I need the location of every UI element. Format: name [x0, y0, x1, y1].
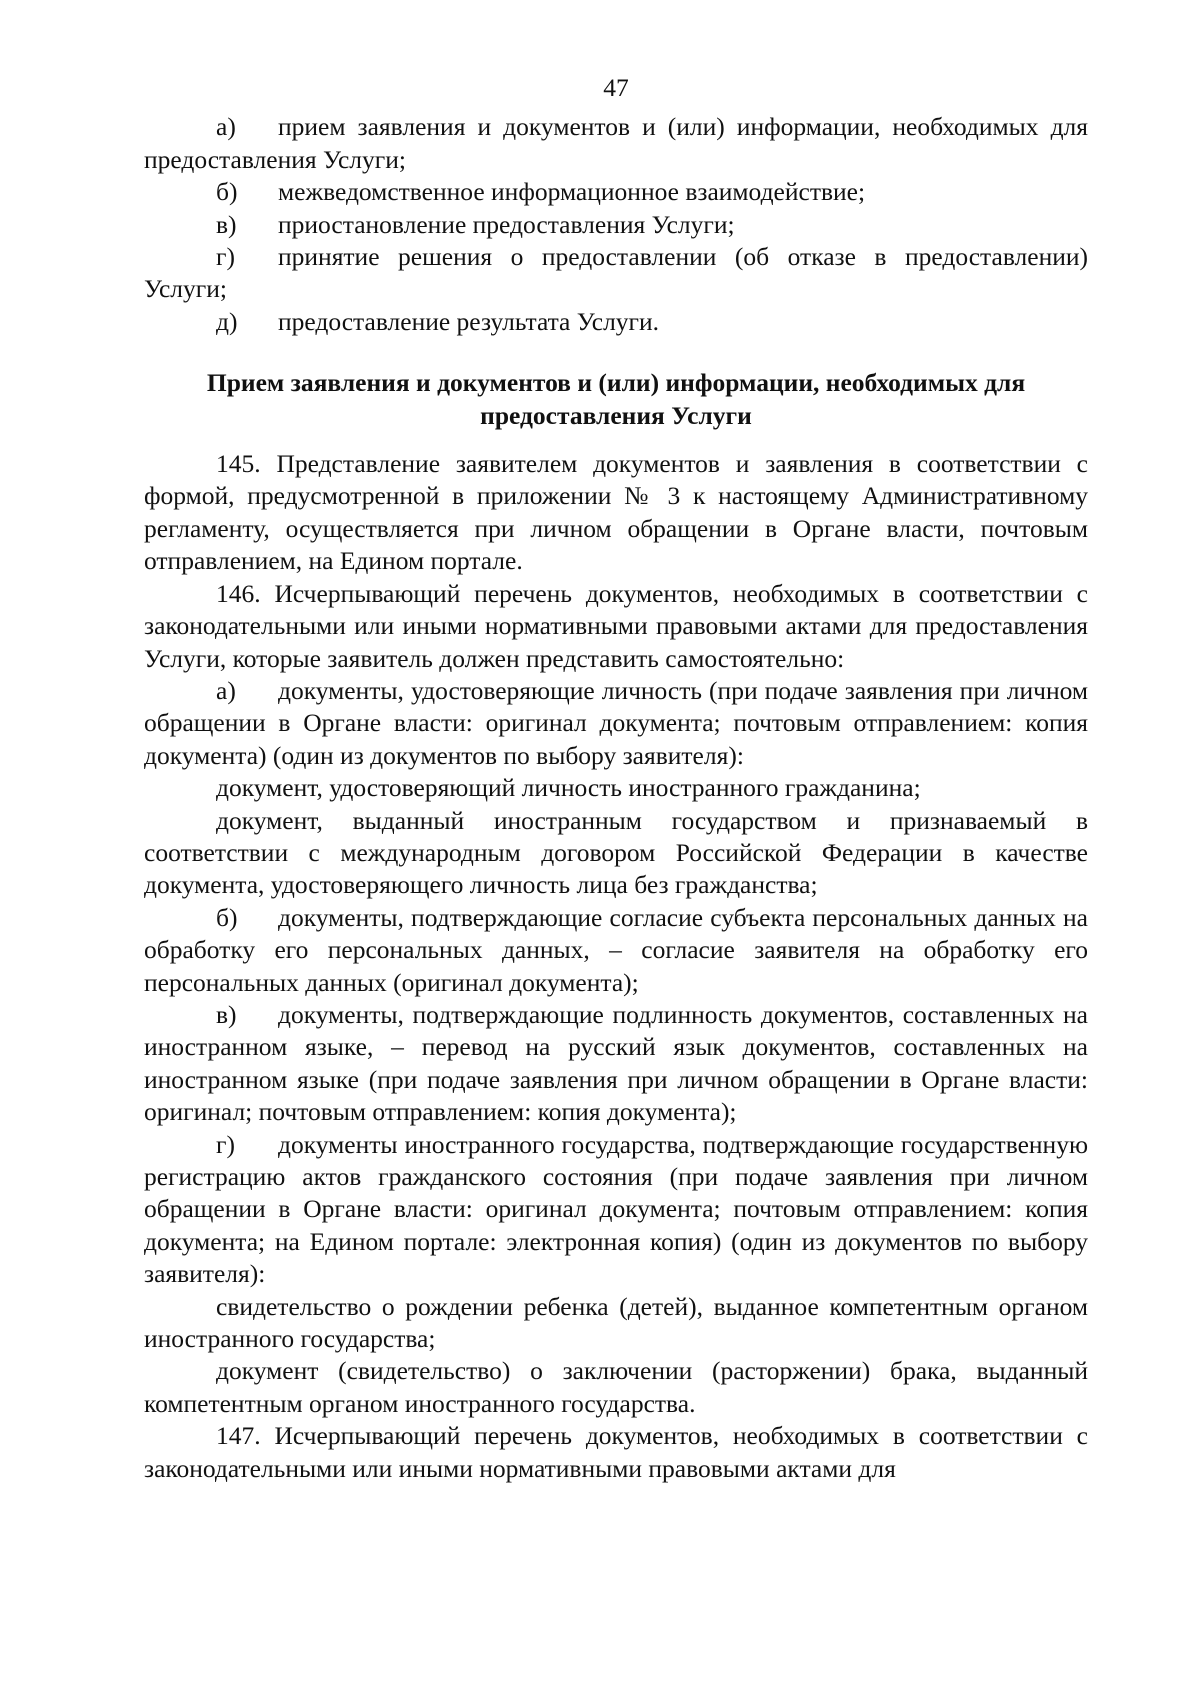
list-item [144, 1129, 1088, 1291]
list-item [144, 241, 1088, 306]
paragraph-145: 145. Представление заявителем документов и заявления в соответствии с формой, предусмотренной в приложении № 3 к настоящему Административному регламенту, осуществляется при личном обращении в Органе власти, почтовым отправлением, на Едином портале. [144, 449, 1088, 576]
list-item [144, 111, 1088, 176]
list-item [144, 209, 1088, 241]
list-item-text: документы иностранного государства, подтверждающие государственную регистрацию актов гражданского состояния (при подаче заявления при личном обращении в Органе власти: оригинал документа; почтовым отправлением: копия документа; на Едином портале: электронная копия) (один из документов по выбору заявителя): [144, 1129, 1088, 1289]
paragraph-147: 147. Исчерпывающий перечень документов, необходимых в соответствии с законодательными или иными нормативными правовыми актами для [144, 1421, 1088, 1483]
list-marker: г) [216, 1129, 235, 1159]
list-item [144, 176, 1088, 208]
list-item-text: документы, подтверждающие согласие субъекта персональных данных на обработку его персональных данных, – согласие заявителя на обработку его персональных данных (оригинал документа); [144, 902, 1088, 997]
list-item-text: документы, удостоверяющие личность (при подаче заявления при личном обращении в Органе власти: оригинал документа; почтовым отправлением: копия документа) (один из документов по выбору заявителя): [144, 675, 1088, 770]
paragraph-146: 146. Исчерпывающий перечень документов, необходимых в соответствии с законодательными или иными нормативными правовыми актами для предоставления Услуги, которые заявитель должен представить самостоятельно: [144, 578, 1088, 673]
list-item [144, 675, 1088, 772]
list-marker: б) [216, 902, 238, 932]
list-item-text: приостановление предоставления Услуги; [278, 209, 735, 239]
list-item-text: межведомственное информационное взаимодействие; [278, 177, 866, 207]
list-marker: в) [216, 209, 237, 239]
list-item [144, 999, 1088, 1129]
list-marker: а) [216, 675, 236, 705]
sub-paragraph: документ, удостоверяющий личность иностранного гражданина; [216, 773, 921, 803]
sub-paragraph: документ, выданный иностранным государством и признаваемый в соответствии с международным договором Российской Федерации в качестве документа, удостоверяющего личность лица без гражданства; [144, 805, 1088, 900]
page-number: 47 [603, 73, 629, 102]
list-item [144, 902, 1088, 999]
list-marker: д) [216, 306, 238, 336]
list-item-text: принятие решения о предоставлении (об отказе в предоставлении) Услуги; [144, 242, 1088, 304]
list-marker: а) [216, 112, 236, 142]
list-marker: г) [216, 242, 235, 272]
sub-paragraph: документ (свидетельство) о заключении (расторжении) брака, выданный компетентным органом иностранного государства. [144, 1356, 1088, 1418]
sub-paragraph: свидетельство о рождении ребенка (детей), выданное компетентным органом иностранного государства; [144, 1291, 1088, 1354]
list-item [144, 306, 1088, 338]
list-item-text: прием заявления и документов и (или) информации, необходимых для предоставления Услуги; [144, 112, 1088, 174]
list-marker: б) [216, 177, 238, 207]
list-item-text: документы, подтверждающие подлинность документов, составленных на иностранном языке, – перевод на русский язык документов, составленных на иностранном языке (при подаче заявления при личном обращении в Органе власти: оригинал; почтовым отправлением: копия документа); [144, 999, 1088, 1127]
section-heading: Прием заявления и документов и (или) информации, необходимых для предоставления Услуги [206, 368, 1026, 430]
list-marker: в) [216, 999, 237, 1029]
list-item-text: предоставление результата Услуги. [278, 306, 660, 336]
